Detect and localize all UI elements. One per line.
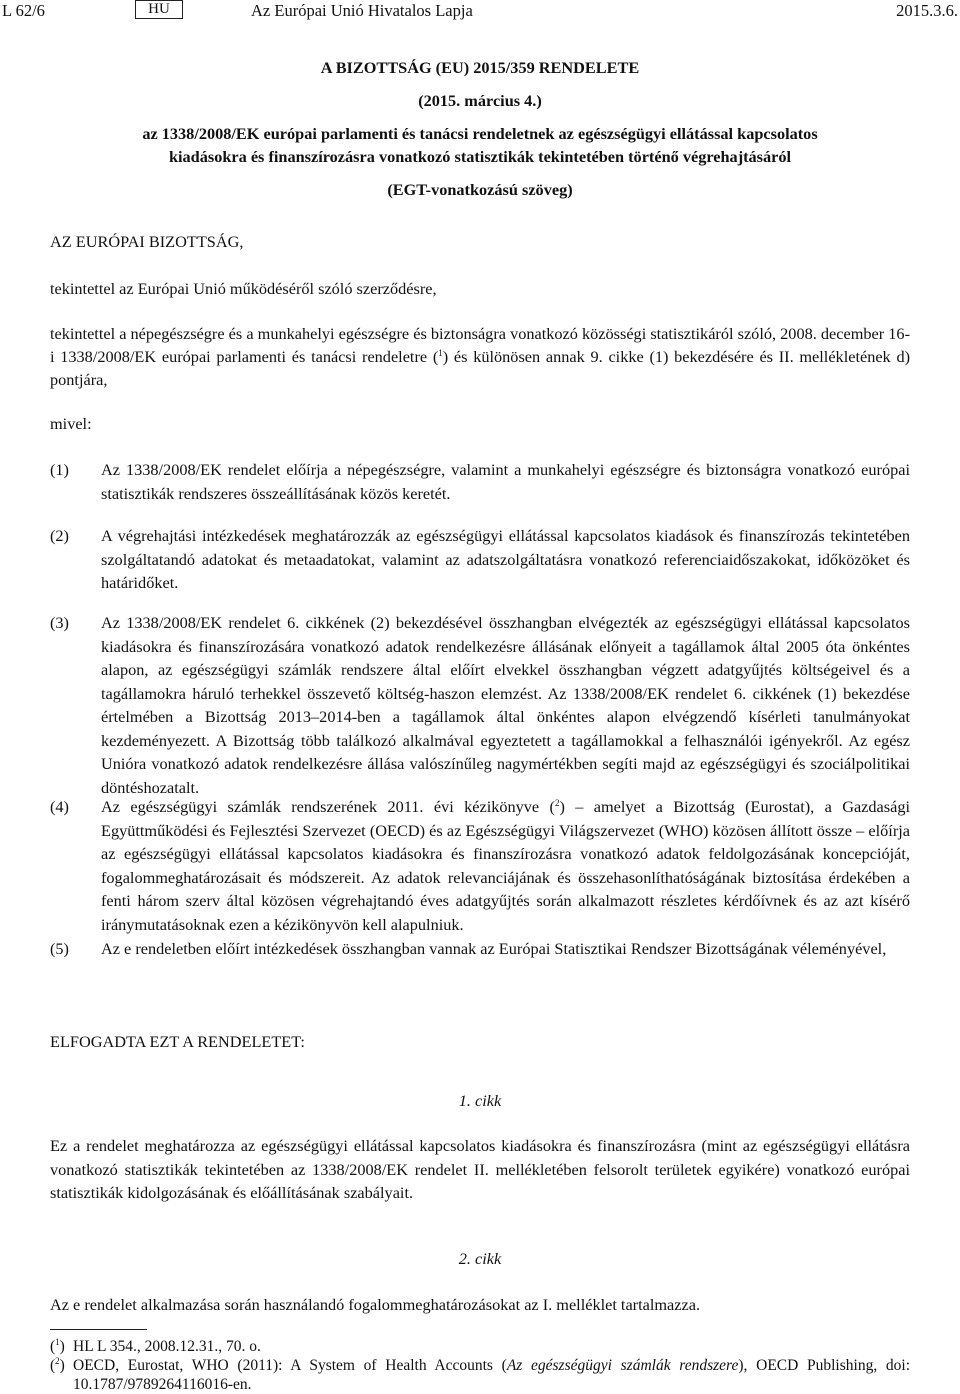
recital-number: (2) [50,526,69,545]
recital-text: Az 1338/2008/EK rendelet előírja a népegészségre, valamint a munkahelyi egészségre és biztonságra vonatkozó európai statisztikák rendszeres összeállításának közös keretét. [101,460,910,503]
recital-number: (1) [50,460,69,479]
article-2-title: 2. cikk [458,1249,502,1268]
footnote-ref-2[interactable]: 2 [554,798,560,808]
regulation-subject-line-2: kiadásokra és finanszírozásra vonatkozó statisztikák tekintetében történő végrehajtásáról [168,147,792,166]
regulation-subject-line-1: az 1338/2008/EK európai parlamenti és tanácsi rendeletnek az egészségügyi ellátással kapcsolatos [142,124,818,143]
recital-text: A végrehajtási intézkedések meghatározzák az egészségügyi ellátással kapcsolatos kiadások és finanszírozás tekintetében szolgáltatandó adatokat és metaadatokat, valamint az adatszolgáltatásra vonatkozó referenciaidőszakokat, időközöket és határidőket. [101,526,910,592]
recital-number: (4) [50,797,69,816]
footnote-number: ($^1$) [50,1337,65,1355]
recital-text [101,795,910,936]
regulation-date: (2015. március 4.) [418,91,542,110]
adopted-heading: ELFOGADTA EZT A RENDELETET: [50,1032,305,1051]
having-regard-regulation-text-b: ) és különösen annak 9. cikke (1) bekezdésére és II. mellékletének d) pontjára, [50,347,911,389]
having-regard-treaty: tekintettel az Európai Unió működéséről szóló szerződésre, [50,279,437,298]
page-number: L 62/6 [2,1,45,20]
footnote-italic-title: Az egészségügyi számlák rendszere [506,1357,739,1374]
recital-number: (5) [50,939,69,958]
regulation-title: A BIZOTTSÁG (EU) 2015/359 RENDELETE [320,58,640,77]
footnote-text: OECD, Eurostat, WHO (2011): A System of Health Accounts (Az egészségügyi számlák rendszere), OECD Publishing, doi: 10.1787/9789264116016-en. [73,1357,911,1393]
language-code-box: HU [135,0,183,19]
footnote-number: ($^2$) [50,1356,65,1374]
journal-title: Az Európai Unió Hivatalos Lapja [251,1,473,20]
footnote-ref-1[interactable]: 1 [438,348,443,358]
having-regard-regulation [50,322,910,391]
publication-date: 2015.3.6. [896,1,958,20]
page-header [0,0,960,22]
recital-text: Az e rendeletben előírt intézkedések összhangban vannak az Európai Statisztikai Rendszer Bizottságának véleményével, [101,939,887,958]
commission-heading: AZ EURÓPAI BIZOTTSÁG, [50,232,244,251]
article-1-title: 1. cikk [458,1091,502,1110]
recital-number: (3) [50,613,69,632]
footnote-text: HL L 354., 2008.12.31., 70. o. [73,1338,261,1355]
recital-text-b: ) – amelyet a Bizottság (Eurostat), a Gazdasági Együttműködési és Fejlesztési Szervezet (OECD) és az Egészségügyi Világszervezet (WHO) közösen állított össze – előírja az egészségügyi ellátással kapcsolatos kiadásokra és finanszírozásra vonatkozó adatok feldolgozásának koncepcióját, fogalommeghatározásait és módszereit. Az adatok relevanciájának és összehasonlíthatóságának biztosítása érdekében a fenti három szerv által közösen végrehajtandó éves adatgyűjtés során alkalmazott részletes kérdőívnek és az azt kísérő iránymutatásoknak ezen a kézikönyvön kell alapulniuk. [101,797,910,934]
whereas-heading: mivel: [50,414,92,433]
footnote-separator [50,1329,147,1330]
recital-text: Az 1338/2008/EK rendelet 6. cikkének (2) bekezdésével összhangban elvégezték az egészségügyi ellátással kapcsolatos kiadásokra és finanszírozására vonatkozó adatok rendelkezésre állásának előnyeit a tagállamok által 2005 óta önkéntes alapon, az egészségügyi számlák rendszere által előírt elvekkel összhangban végzett adatgyűjtés költségeivel és a tagállamokra háruló terhekkel összevető költség-haszon elemzést. Az 1338/2008/EK rendelet 6. cikkének (1) bekezdése értelmében a Bizottság 2013–2014-ben a tagállamok által önkéntes alapon elvégzendő kísérleti tanulmányokat kezdeményezett. A Bizottság több találkozó alkalmával egyeztetett a tagállamokkal a felhasználói igényekről. Az egész Unióra vonatkozó adatok rendelkezésre állása valószínűleg nagymértékben segíti majd az egészségügyi és szociálpolitikai döntéshozatalt. [101,613,910,797]
eea-relevance: (EGT-vonatkozású szöveg) [387,180,573,199]
article-2-text: Az e rendelet alkalmazása során használandó fogalommeghatározásokat az I. melléklet tartalmazza. [50,1295,701,1314]
recital-text-a: Az egészségügyi számlák rendszerének 2011. évi kézikönyve ( [101,797,555,816]
article-1-text: Ez a rendelet meghatározza az egészségügyi ellátással kapcsolatos kiadásokra és finanszírozásra (mint az egészségügyi ellátásra vonatkozó statisztikák tekintetében az 1338/2008/EK rendelet II. mellékletében felsorolt területek egyikére) vonatkozó európai statisztikák kidolgozásának és előállításának szabályait. [50,1136,910,1202]
having-regard-regulation-text-a: tekintettel a népegészségre és a munkahelyi egészségre és biztonságra vonatkozó közösségi statisztikáról szóló, 2008. december 16-i 1338/2008/EK európai parlamenti és tanácsi rendeletre ( [50,324,910,366]
